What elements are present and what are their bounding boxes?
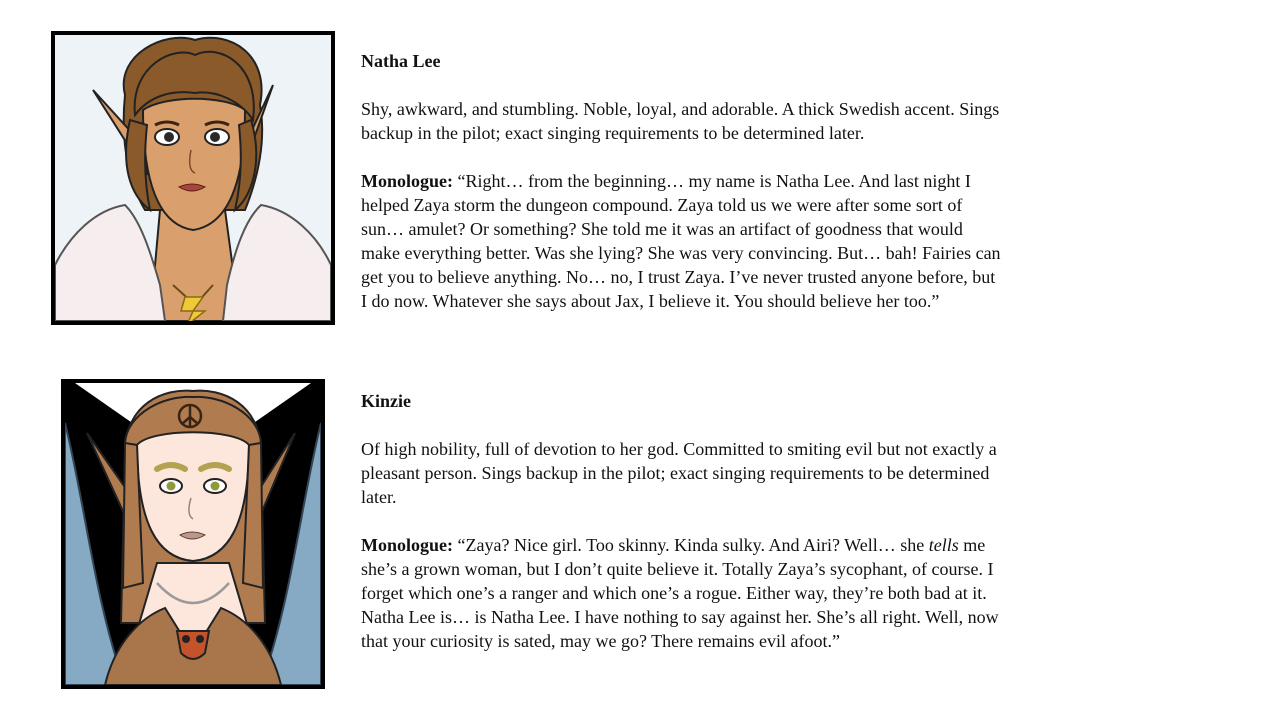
monologue-text-start: “Zaya? Nice girl. Too skinny. Kinda sulky. And Airi? Well… she bbox=[457, 535, 929, 555]
character-monologue bbox=[361, 533, 1001, 653]
character-description: Of high nobility, full of devotion to her god. Committed to smiting evil but not exactly a pleasant person. Sings backup in the pilot; exact singing requirements to be determined later. bbox=[361, 439, 997, 507]
character-monologue bbox=[361, 169, 1001, 313]
monologue-label: Monologue: bbox=[361, 171, 453, 191]
owl-pendant-icon bbox=[177, 631, 209, 659]
monologue-emphasis: tells bbox=[928, 535, 959, 555]
portrait-natha-lee bbox=[51, 31, 335, 325]
character-name: Natha Lee bbox=[361, 51, 441, 71]
portrait-kinzie bbox=[61, 379, 325, 689]
character-name: Kinzie bbox=[361, 391, 411, 411]
natha-lee-illustration bbox=[55, 35, 331, 321]
character-block-natha-lee bbox=[361, 49, 1001, 337]
monologue-text-end: me she’s a grown woman, but I don’t quite believe it. Totally Zaya’s sycophant, of course. I forget which one’s a ranger and which one’s a rogue. Either way, they’re both bad at it. Natha Lee is… is Natha Lee. I have nothing to say against her. She’s all right. Well, now that your curiosity is sated, may we go? There remains evil afoot.” bbox=[361, 535, 999, 651]
character-description: Shy, awkward, and stumbling. Noble, loyal, and adorable. A thick Swedish accent. Sings backup in the pilot; exact singing requirements to be determined later. bbox=[361, 99, 1000, 143]
monologue-text: “Right… from the beginning… my name is Natha Lee. And last night I helped Zaya storm the dungeon compound. Zaya told us we were after some sort of sun… amulet? Or something? She told me it was an artifact of goodness that would make everything better. Was she lying? She was very convincing. But… bah! Fairies can get you to believe anything. No… no, I trust Zaya. I’ve never trusted anyone before, but I do now. Whatever she says about Jax, I believe it. You should believe her too.” bbox=[361, 171, 1001, 311]
monologue-label: Monologue: bbox=[361, 535, 453, 555]
kinzie-illustration bbox=[65, 383, 321, 685]
character-block-kinzie bbox=[361, 389, 1001, 677]
